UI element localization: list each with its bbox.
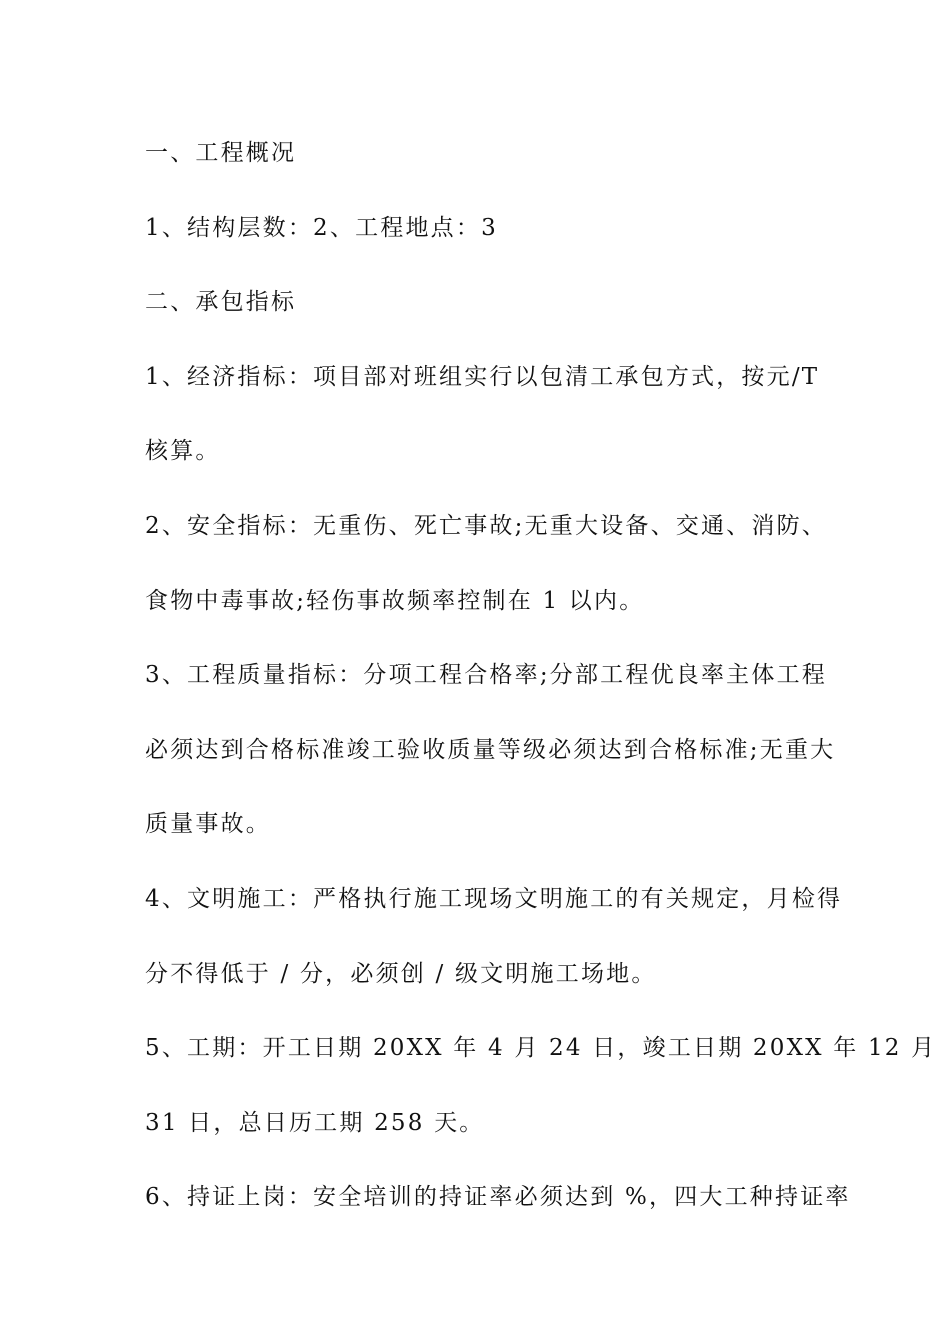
section-heading-contract-targets: 二、承包指标 (145, 289, 297, 316)
paragraph-economic-target-cont: 核算。 (145, 438, 221, 465)
paragraph-quality-target-cont: 必须达到合格标准竣工验收质量等级必须达到合格标准;无重大 (145, 736, 836, 763)
document-body (145, 133, 937, 1252)
paragraph-safety-target: 2、安全指标：无重伤、死亡事故;无重大设备、交通、消防、 (145, 512, 827, 539)
paragraph-schedule: 5、工期：开工日期 20XX 年 4 月 24 日，竣工日期 20XX 年 12 月 (145, 1035, 937, 1062)
section-heading-project-overview: 一、工程概况 (145, 140, 297, 166)
paragraph-schedule-cont: 31 日，总日历工期 258 天。 (145, 1109, 485, 1136)
paragraph-economic-target: 1、经济指标：项目部对班组实行以包清工承包方式，按元/T (145, 363, 820, 390)
paragraph-civilized-construction-cont: 分不得低于 / 分，必须创 / 级文明施工场地。 (145, 960, 657, 987)
paragraph-quality-target: 3、工程质量指标：分项工程合格率;分部工程优良率主体工程 (145, 662, 827, 689)
paragraph-quality-target-end: 质量事故。 (145, 811, 271, 838)
paragraph-certification: 6、持证上岗：安全培训的持证率必须达到 %，四大工种持证率 (145, 1184, 851, 1211)
paragraph-safety-target-cont: 食物中毒事故;轻伤事故频率控制在 1 以内。 (145, 587, 645, 614)
paragraph-structure-floors: 1、结构层数：2、工程地点：3 (145, 214, 498, 241)
paragraph-civilized-construction: 4、文明施工：严格执行施工现场文明施工的有关规定，月检得 (145, 885, 843, 912)
